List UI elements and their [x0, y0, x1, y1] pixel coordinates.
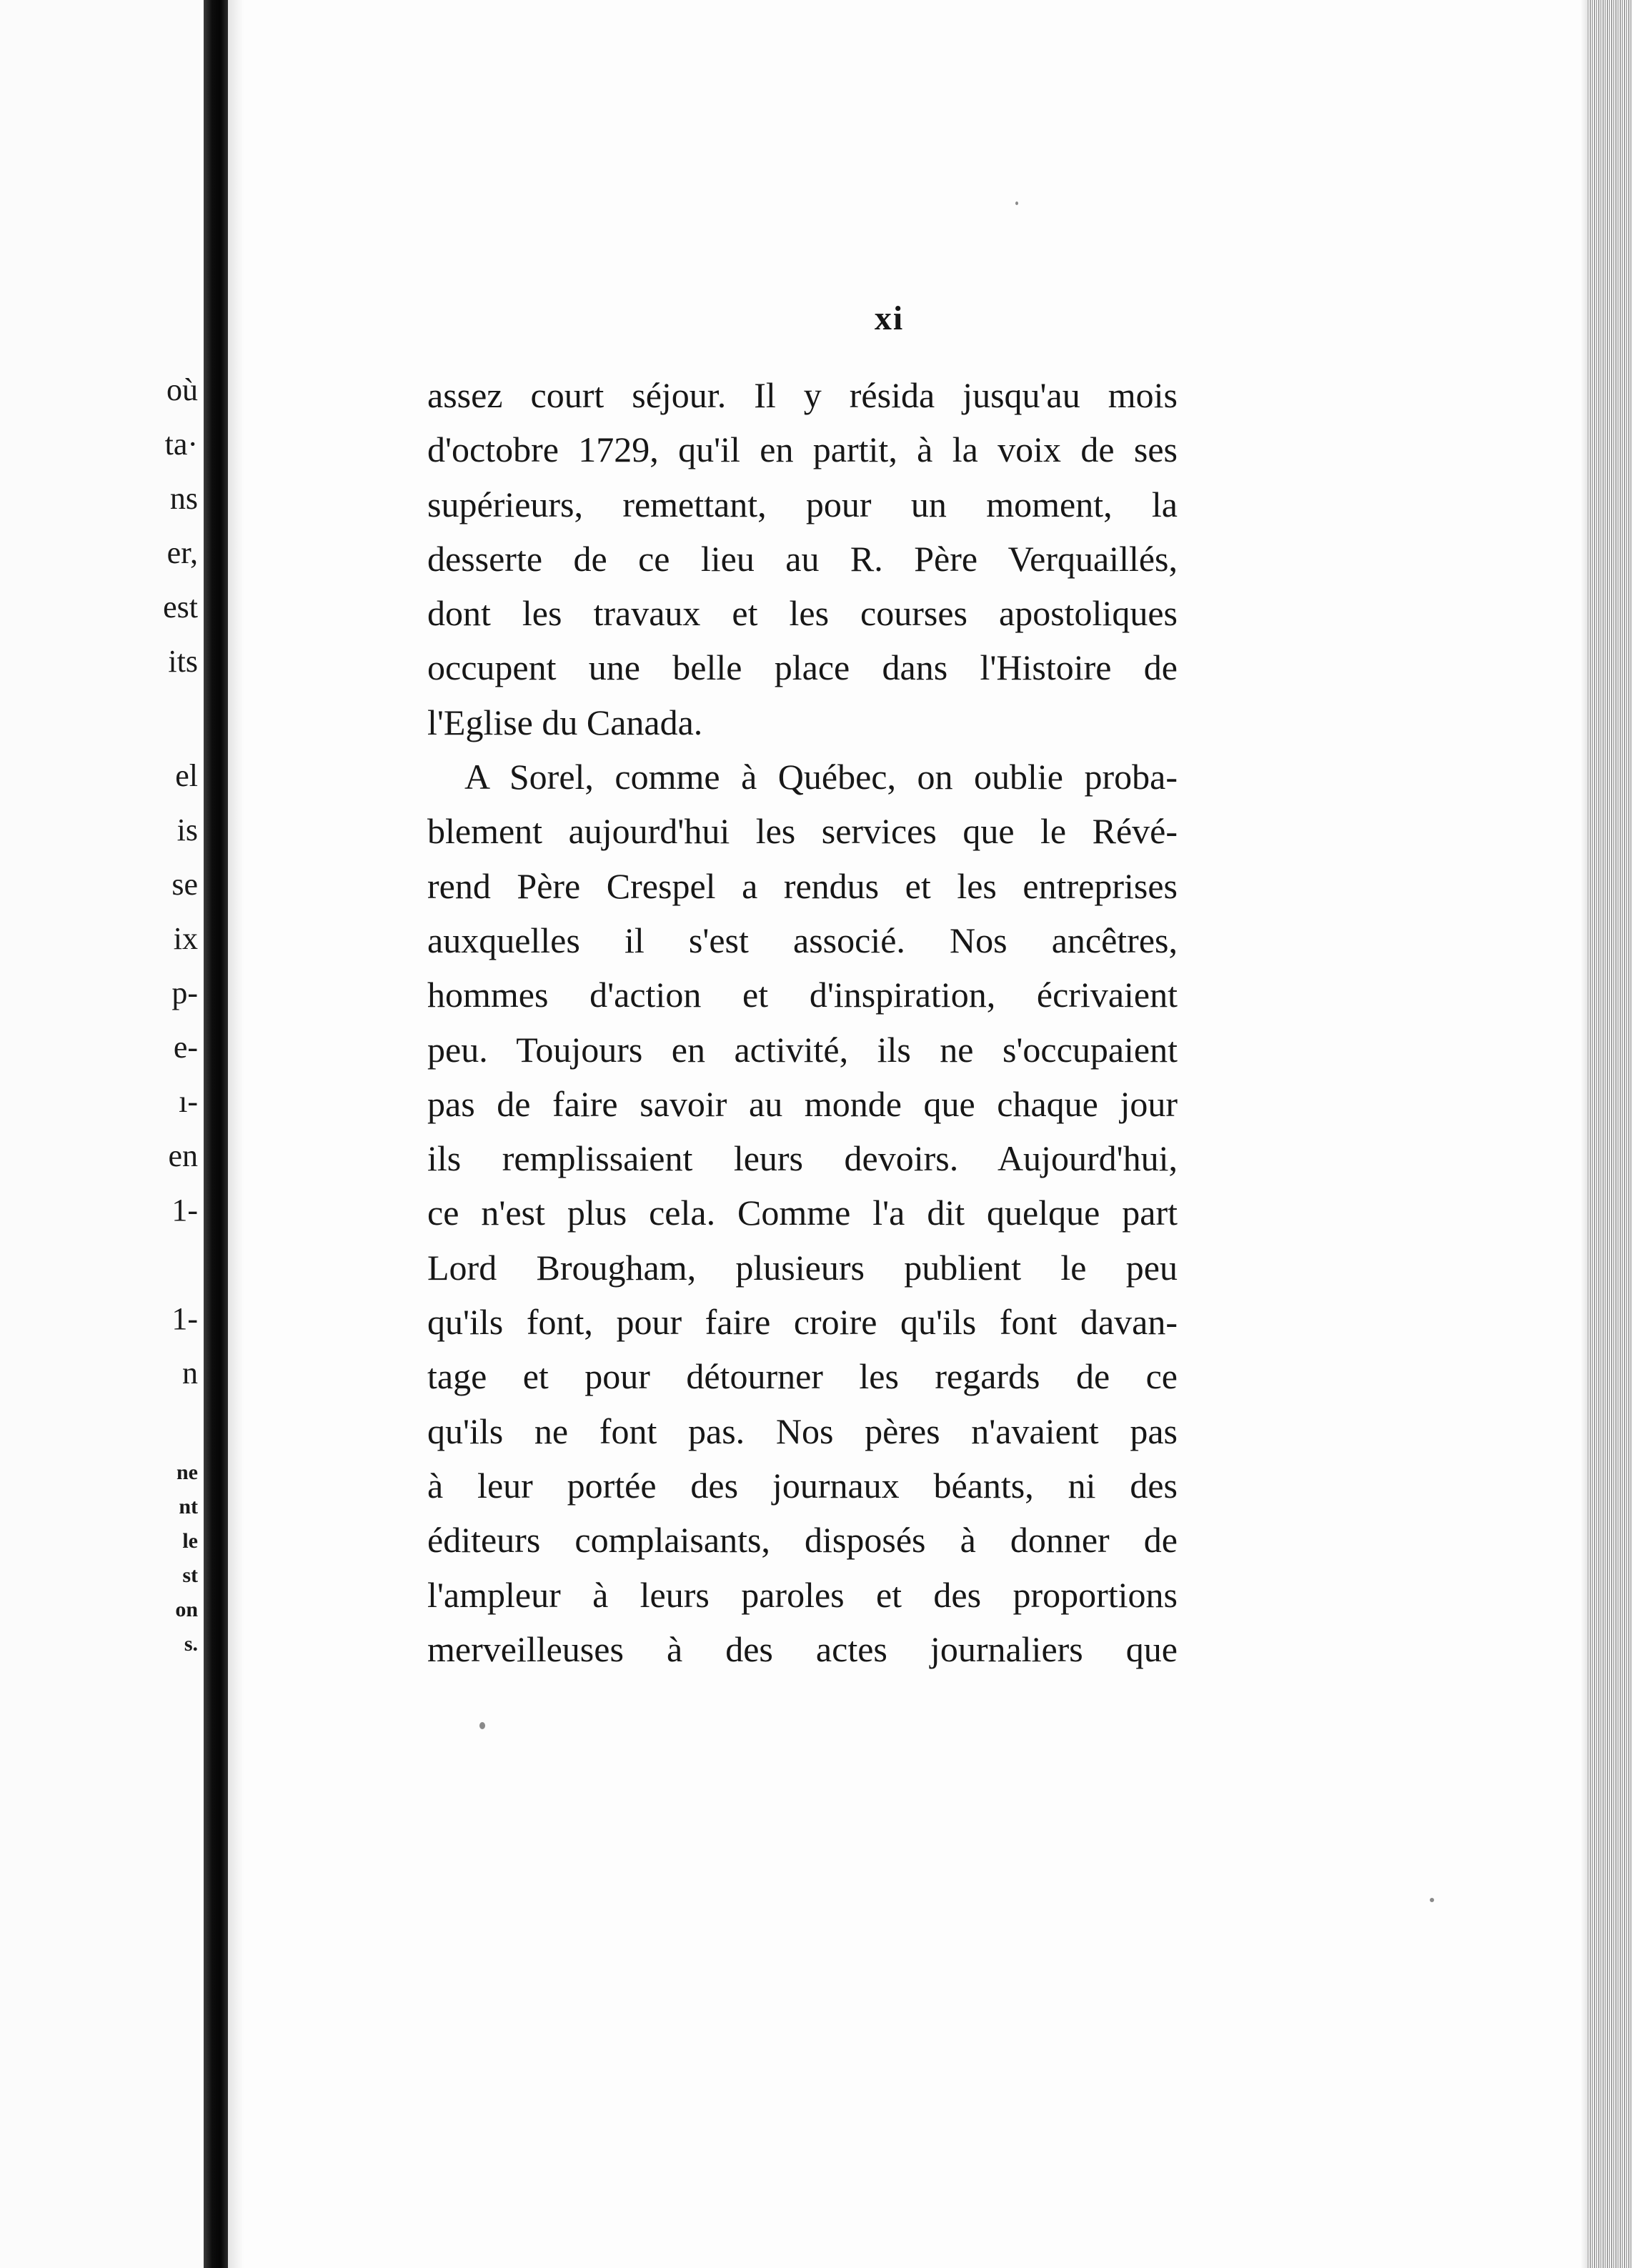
left-fragment: est [163, 590, 198, 625]
left-fragment: ı- [179, 1084, 198, 1119]
text-line: tage et pour détourner les regards de ce [427, 1356, 1178, 1397]
text-line: blement aujourd'hui les services que le Révé- [427, 811, 1178, 852]
left-fragment: nt [179, 1495, 198, 1518]
page-edges [1586, 0, 1632, 2268]
text-line: supérieurs, remettant, pour un moment, la [427, 484, 1178, 524]
left-fragment: on [175, 1598, 198, 1621]
page-edge-shadow [1581, 0, 1586, 2268]
left-fragment: s. [184, 1632, 198, 1656]
left-fragment: se [171, 867, 198, 902]
text-line: d'octobre 1729, qu'il en partit, à la voix de ses [427, 429, 1178, 470]
left-fragment: ta· [164, 427, 198, 462]
text-line: à leur portée des journaux béants, ni des [427, 1465, 1178, 1506]
left-fragment: 1- [171, 1193, 198, 1228]
page-number: xi [874, 299, 905, 337]
text-line: ils remplissaient leurs devoirs. Aujourd'hui, [427, 1138, 1178, 1179]
text-line: l'ampleur à leurs paroles et des proportions [427, 1574, 1178, 1615]
text-line: rend Père Crespel a rendus et les entreprises [427, 865, 1178, 906]
left-fragment: er, [166, 535, 198, 570]
left-fragment: où [166, 372, 198, 407]
text-line: l'Eglise du Canada. [427, 702, 703, 742]
left-fragment: p- [171, 975, 198, 1010]
text-line: auxquelles il s'est associé. Nos ancêtres, [427, 920, 1178, 960]
body-text [427, 368, 1178, 1676]
text-line: dont les travaux et les courses apostoliques [427, 593, 1178, 634]
left-fragment: e- [173, 1030, 198, 1065]
left-fragment: ns [169, 481, 198, 516]
left-fragment: ne [176, 1461, 198, 1484]
scan-speck [479, 1722, 485, 1729]
text-line: occupent une belle place dans l'Histoire de [427, 647, 1178, 688]
left-fragment: 1- [171, 1301, 198, 1336]
left-fragment: en [168, 1138, 198, 1173]
text-line: peu. Toujours en activité, ils ne s'occupaient [427, 1029, 1178, 1070]
left-fragment: le [182, 1529, 198, 1553]
left-fragment: is [176, 812, 198, 847]
text-line: ce n'est plus cela. Comme l'a dit quelque part [427, 1193, 1178, 1233]
left-facing-page [0, 0, 204, 2268]
text-line: hommes d'action et d'inspiration, écrivaient [427, 975, 1178, 1015]
gutter-shadow [228, 0, 244, 2268]
book-binding-gutter [204, 0, 228, 2268]
text-line: Lord Brougham, plusieurs publient le peu [427, 1247, 1178, 1288]
left-fragment: el [175, 758, 198, 793]
text-line: desserte de ce lieu au R. Père Verquaillés, [427, 538, 1178, 579]
text-line: qu'ils font, pour faire croire qu'ils font davan- [427, 1302, 1178, 1343]
left-fragment: ix [173, 921, 198, 956]
left-fragment: n [182, 1356, 198, 1391]
text-line: merveilleuses à des actes journaliers que [427, 1628, 1178, 1669]
text-line: A Sorel, comme à Québec, on oublie proba- [464, 757, 1178, 797]
left-fragment: st [182, 1563, 198, 1587]
scan-speck [1015, 202, 1018, 205]
scan-speck [1430, 1898, 1434, 1902]
main-text-page [244, 0, 1535, 2268]
text-line: qu'ils ne font pas. Nos pères n'avaient pas [427, 1411, 1178, 1451]
text-line: assez court séjour. Il y résida jusqu'au mois [427, 375, 1178, 415]
text-line: pas de faire savoir au monde que chaque jour [427, 1083, 1178, 1124]
left-fragment: its [168, 644, 198, 679]
text-line: éditeurs complaisants, disposés à donner de [427, 1520, 1178, 1561]
